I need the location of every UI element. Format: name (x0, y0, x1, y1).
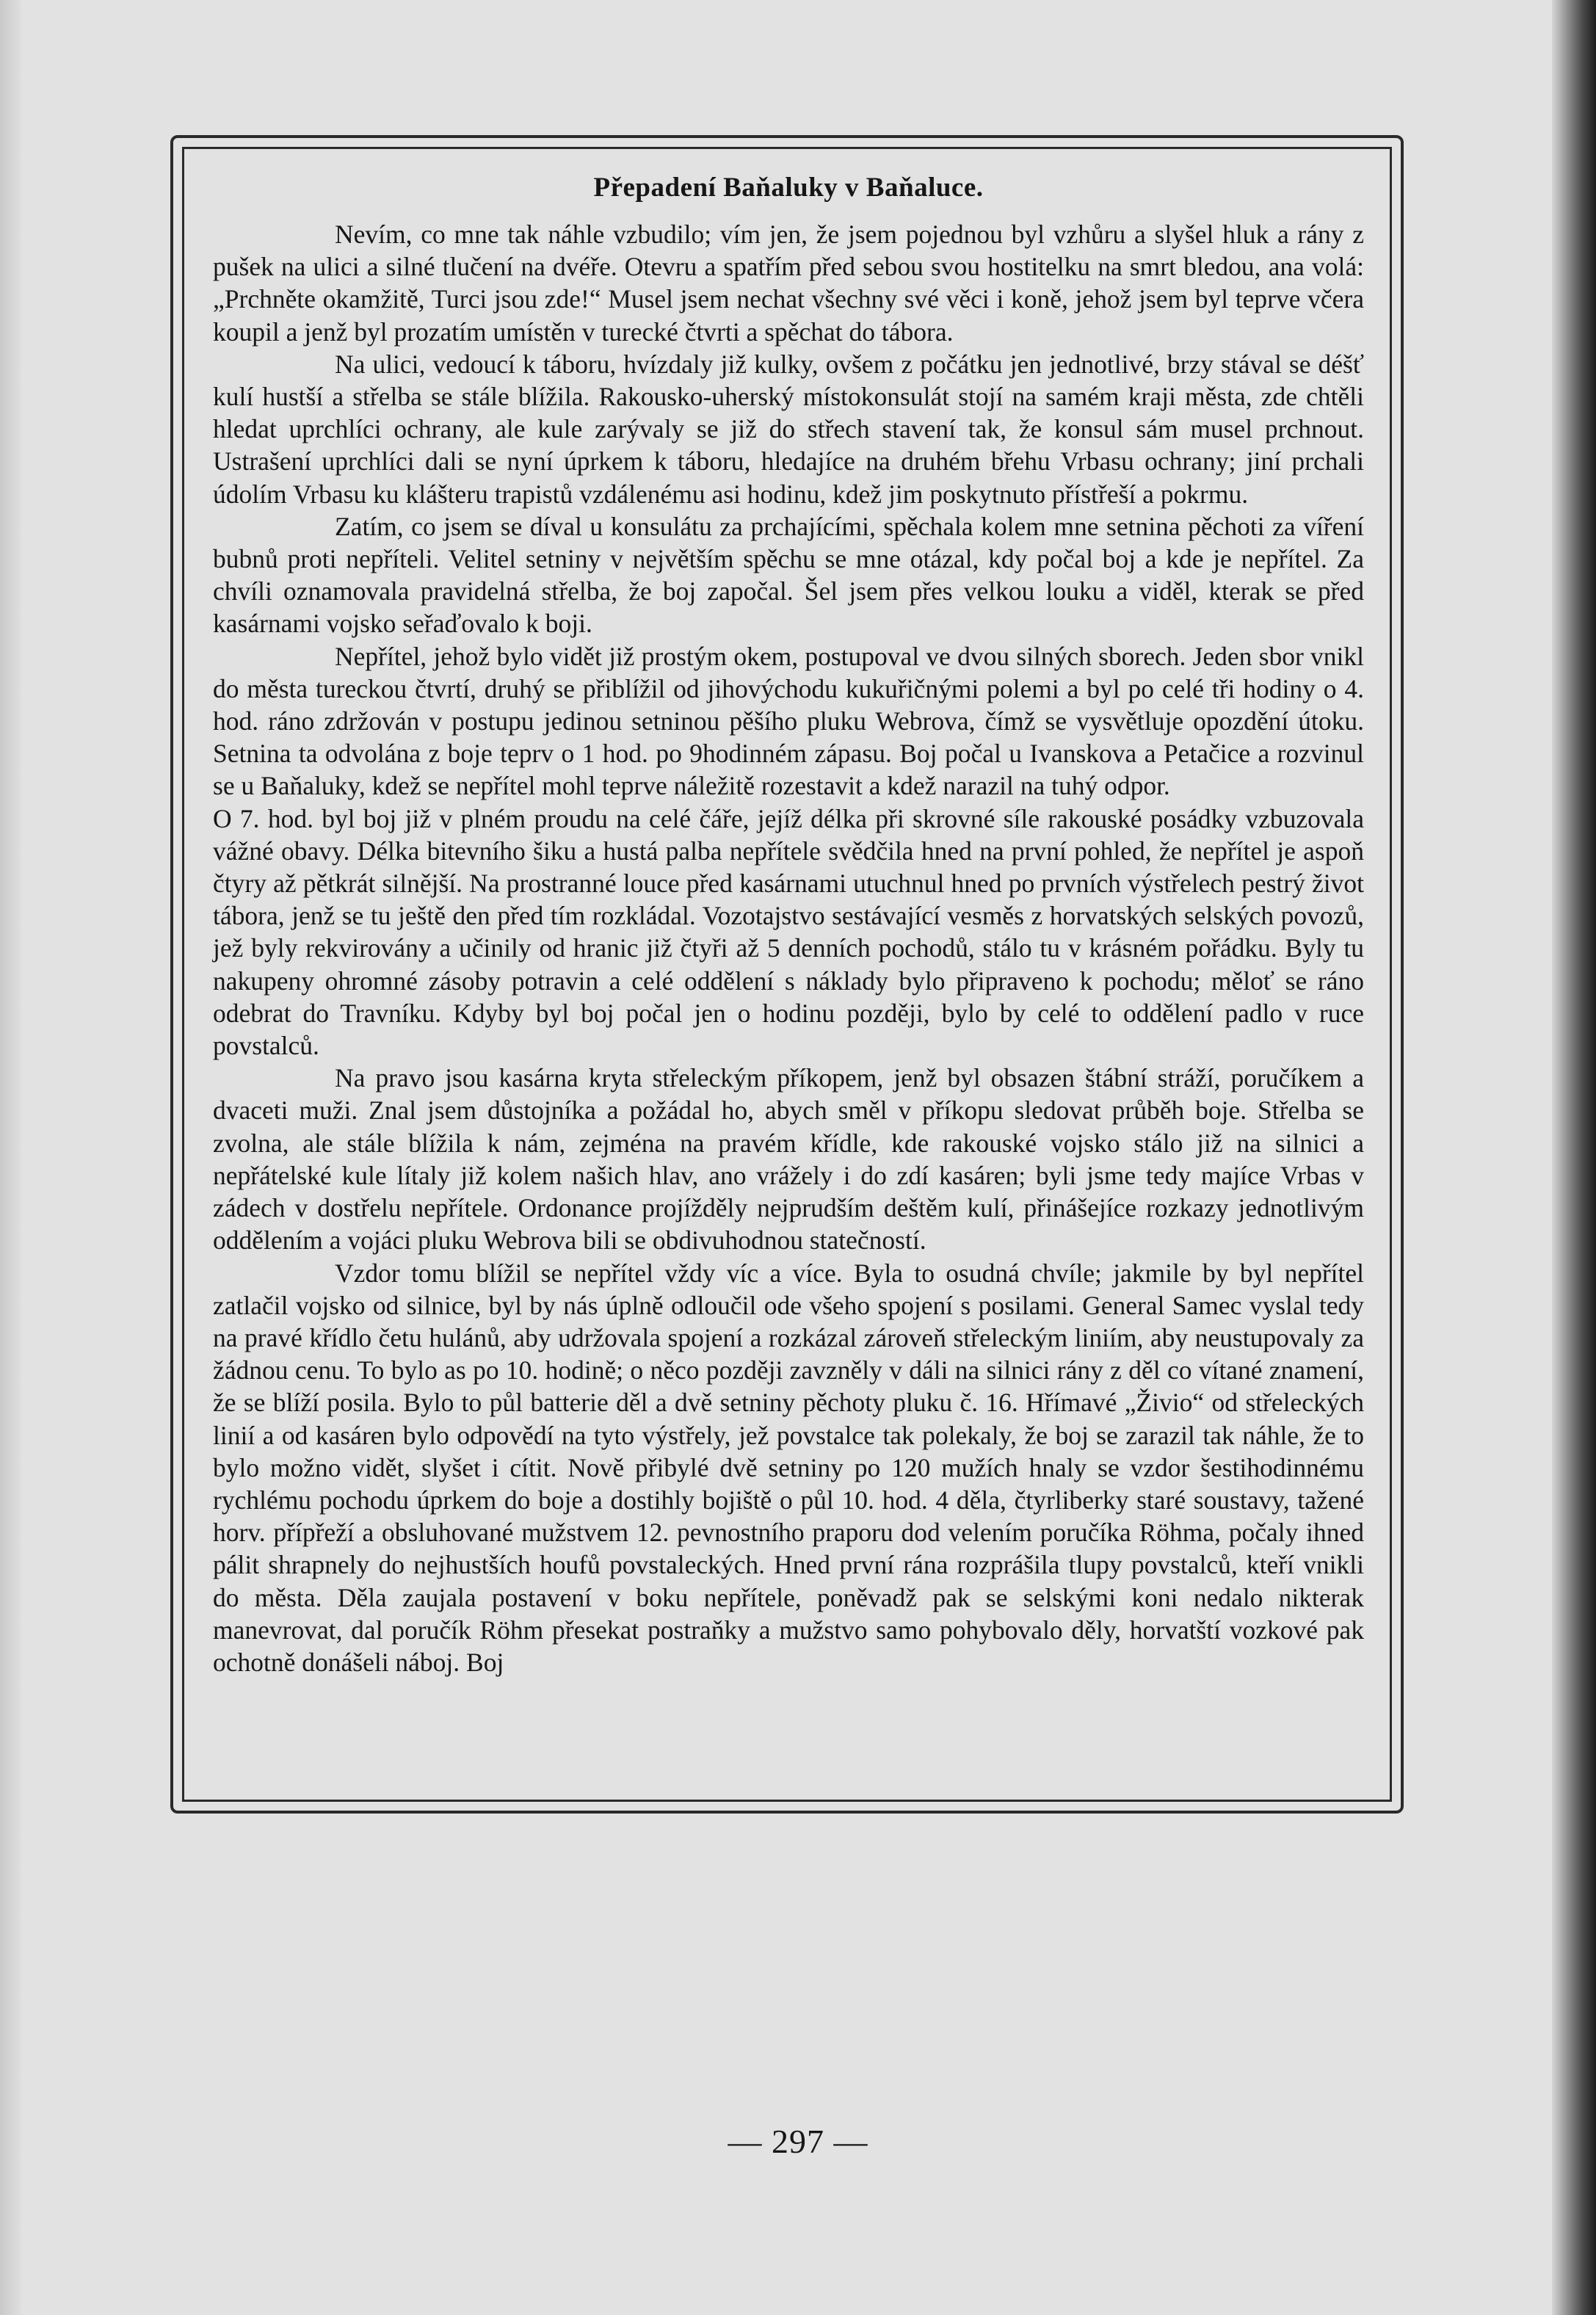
paragraph: O 7. hod. byl boj již v plném proudu na celé čáře, jejíž délka při skrovné síle rakouské posádky vzbuzovala vážné obavy. Délka bitevního šiku a hustá palba nepřítele svědčila hned na první pohled, že nepřítel je aspoň čtyry až pětkrát silnější. Na prostranné louce před kasárnami utuchnul hned po prvních výstřelech pestrý život tábora, jenž se tu ještě den před tím rozkládal. Vozotajstvo sestávající vesměs z horvatských selských povozů, jež byly rekvirovány a učinily od hranic již čtyři až 5 denních pochodů, stálo tu v krásném pořádku. Byly tu nakupeny ohromné zásoby potravin a celé oddělení s náklady bylo připraveno k pochodu; měloť se ráno odebrat do Travníku. Kdyby byl boj počal jen o hodinu později, bylo by celé to oddělení padlo v ruce povstalců. (213, 803, 1364, 1061)
paragraph: Nepřítel, jehož bylo vidět již prostým okem, postupoval ve dvou silných sborech. Jeden sbor vnikl do města tureckou čtvrtí, druhý se přiblížil od jihovýchodu kukuřičnými polemi a byl po celé tři hodiny o 4. hod. ráno zdržován v postupu jedinou setninou pěšího pluku Webrova, čímž se vysvětluje opozdění útoku. Setnina ta odvolána z boje teprv o 1 hod. po 9hodinném zápasu. Boj počal u Ivanskova a Petačice a rozvinul se u Baňaluky, kdež se nepřítel mohl teprve náležitě rozestavit a kdež narazil na tuhý odpor. (213, 641, 1364, 801)
paragraph: Zatím, co jsem se díval u konsulátu za prchajícími, spěchala kolem mne setnina pěchoti za víření bubnů proti nepříteli. Velitel setniny v největším spěchu se mne otázal, kdy počal boj a kde je nepřítel. Za chvíli oznamovala pravidelná střelba, že boj započal. Šel jsem přes velkou louku a viděl, kterak se před kasárnami vojsko seřaďovalo k boji. (213, 511, 1364, 639)
paragraph: Na pravo jsou kasárna kryta střeleckým příkopem, jenž byl obsazen štábní stráží, poručíkem a dvaceti muži. Znal jsem důstojníka a požádal ho, abych směl v příkopu sledovat průběh boje. Střelba se zvolna, ale stále blížila k nám, zejména na pravém křídle, kde rakouské vojsko stálo již na silnici a nepřátelské kule lítaly již kolem našich hlav, ano vrážely i do zdí kasáren; byli jsme tedy majíce Vrbas v zádech v dostřelu nepřítele. Ordonance projížděly nejprudším deštěm kulí, přinášejíce rozkazy jednotlivým oddělením a vojáci pluku Webrova bili se obdivuhodnou statečností. (213, 1063, 1364, 1256)
page-number: — 297 — (728, 2123, 868, 2160)
article (213, 172, 1364, 1678)
scan-edge-right (1552, 0, 1596, 2315)
paragraph: Vzdor tomu blížil se nepřítel vždy víc a více. Byla to osudná chvíle; jakmile by byl nepřítel zatlačil vojsko od silnice, byl by nás úplně odloučil ode všeho spojení s posilami. General Samec vyslal tedy na pravé křídlo četu hulánů, aby udržovala spojení a rozkázal zároveň střeleckým liniím, aby neustupovaly za žádnou cenu. To bylo as po 10. hodině; o něco později zavzněly v dáli na silnici rány z děl co vítané znamení, že se blíží posila. Bylo to půl batterie děl a dvě setniny pěchoty pluku č. 16. Hřímavé „Živio“ od střeleckých linií a od kasáren bylo odpovědí na tyto výstřely, jež povstalce tak polekaly, že boj se zarazil tak náhle, že to bylo možno vidět, slyšet i cítit. Nově přibylé dvě setniny po 120 mužích hnaly se vzdor šestihodinnému rychlému pochodu úprkem do boje a dostihly bojiště o půl 10. hod. 4 děla, čtyrliberky staré soustavy, tažené horv. přípřeží a obsluhované mužstvem 12. pevnostního praporu dod velením poručíka Röhma, počaly ihned pálit shrapnely do nejhustších houfů povstaleckých. Hned první rána rozprášila tlupy povstalců, kteří vnikli do města. Děla zaujala postavení v boku nepřítele, poněvadž pak se selskými koni nedalo nikterak manevrovat, dal poručík Röhm přesekat postraňky a mužstvo samo pohybovalo děly, horvatští vozkové pak ochotně donášeli náboj. Boj (213, 1258, 1364, 1677)
scan-edge-left (0, 0, 22, 2315)
article-title: Přepadení Baňaluky v Baňaluce. (593, 173, 984, 203)
paragraph: Na ulici, vedoucí k táboru, hvízdaly již kulky, ovšem z počátku jen jednotlivé, brzy stával se déšť kulí hustší a střelba se stále blížila. Rakousko-uherský místokonsulát stojí na samém kraji města, zde chtěli hledat uprchlíci ochrany, ale kule zarývaly se již do střech stavení tak, že konsul sám musel prchnout. Ustrašení uprchlíci dali se nyní úprkem k táboru, hledajíce na druhém břehu Vrbasu ochrany; jiní prchali údolím Vrbasu ku klášteru trapistů vzdálenému asi hodinu, kdež jim poskytnuto přístřeší a pokrmu. (213, 349, 1364, 509)
paragraph: Nevím, co mne tak náhle vzbudilo; vím jen, že jsem pojednou byl vzhůru a slyšel hluk a rány z pušek na ulici a silné tlučení na dvéře. Otevru a spatřím před sebou svou hostitelku na smrt bledou, ana volá: „Prchněte okamžitě, Turci jsou zde!“ Musel jsem nechat všechny své věci i koně, jehož jsem byl teprve včera koupil a jenž byl prozatím umístěn v turecké čtvrti a spěchat do tábora. (213, 220, 1364, 347)
